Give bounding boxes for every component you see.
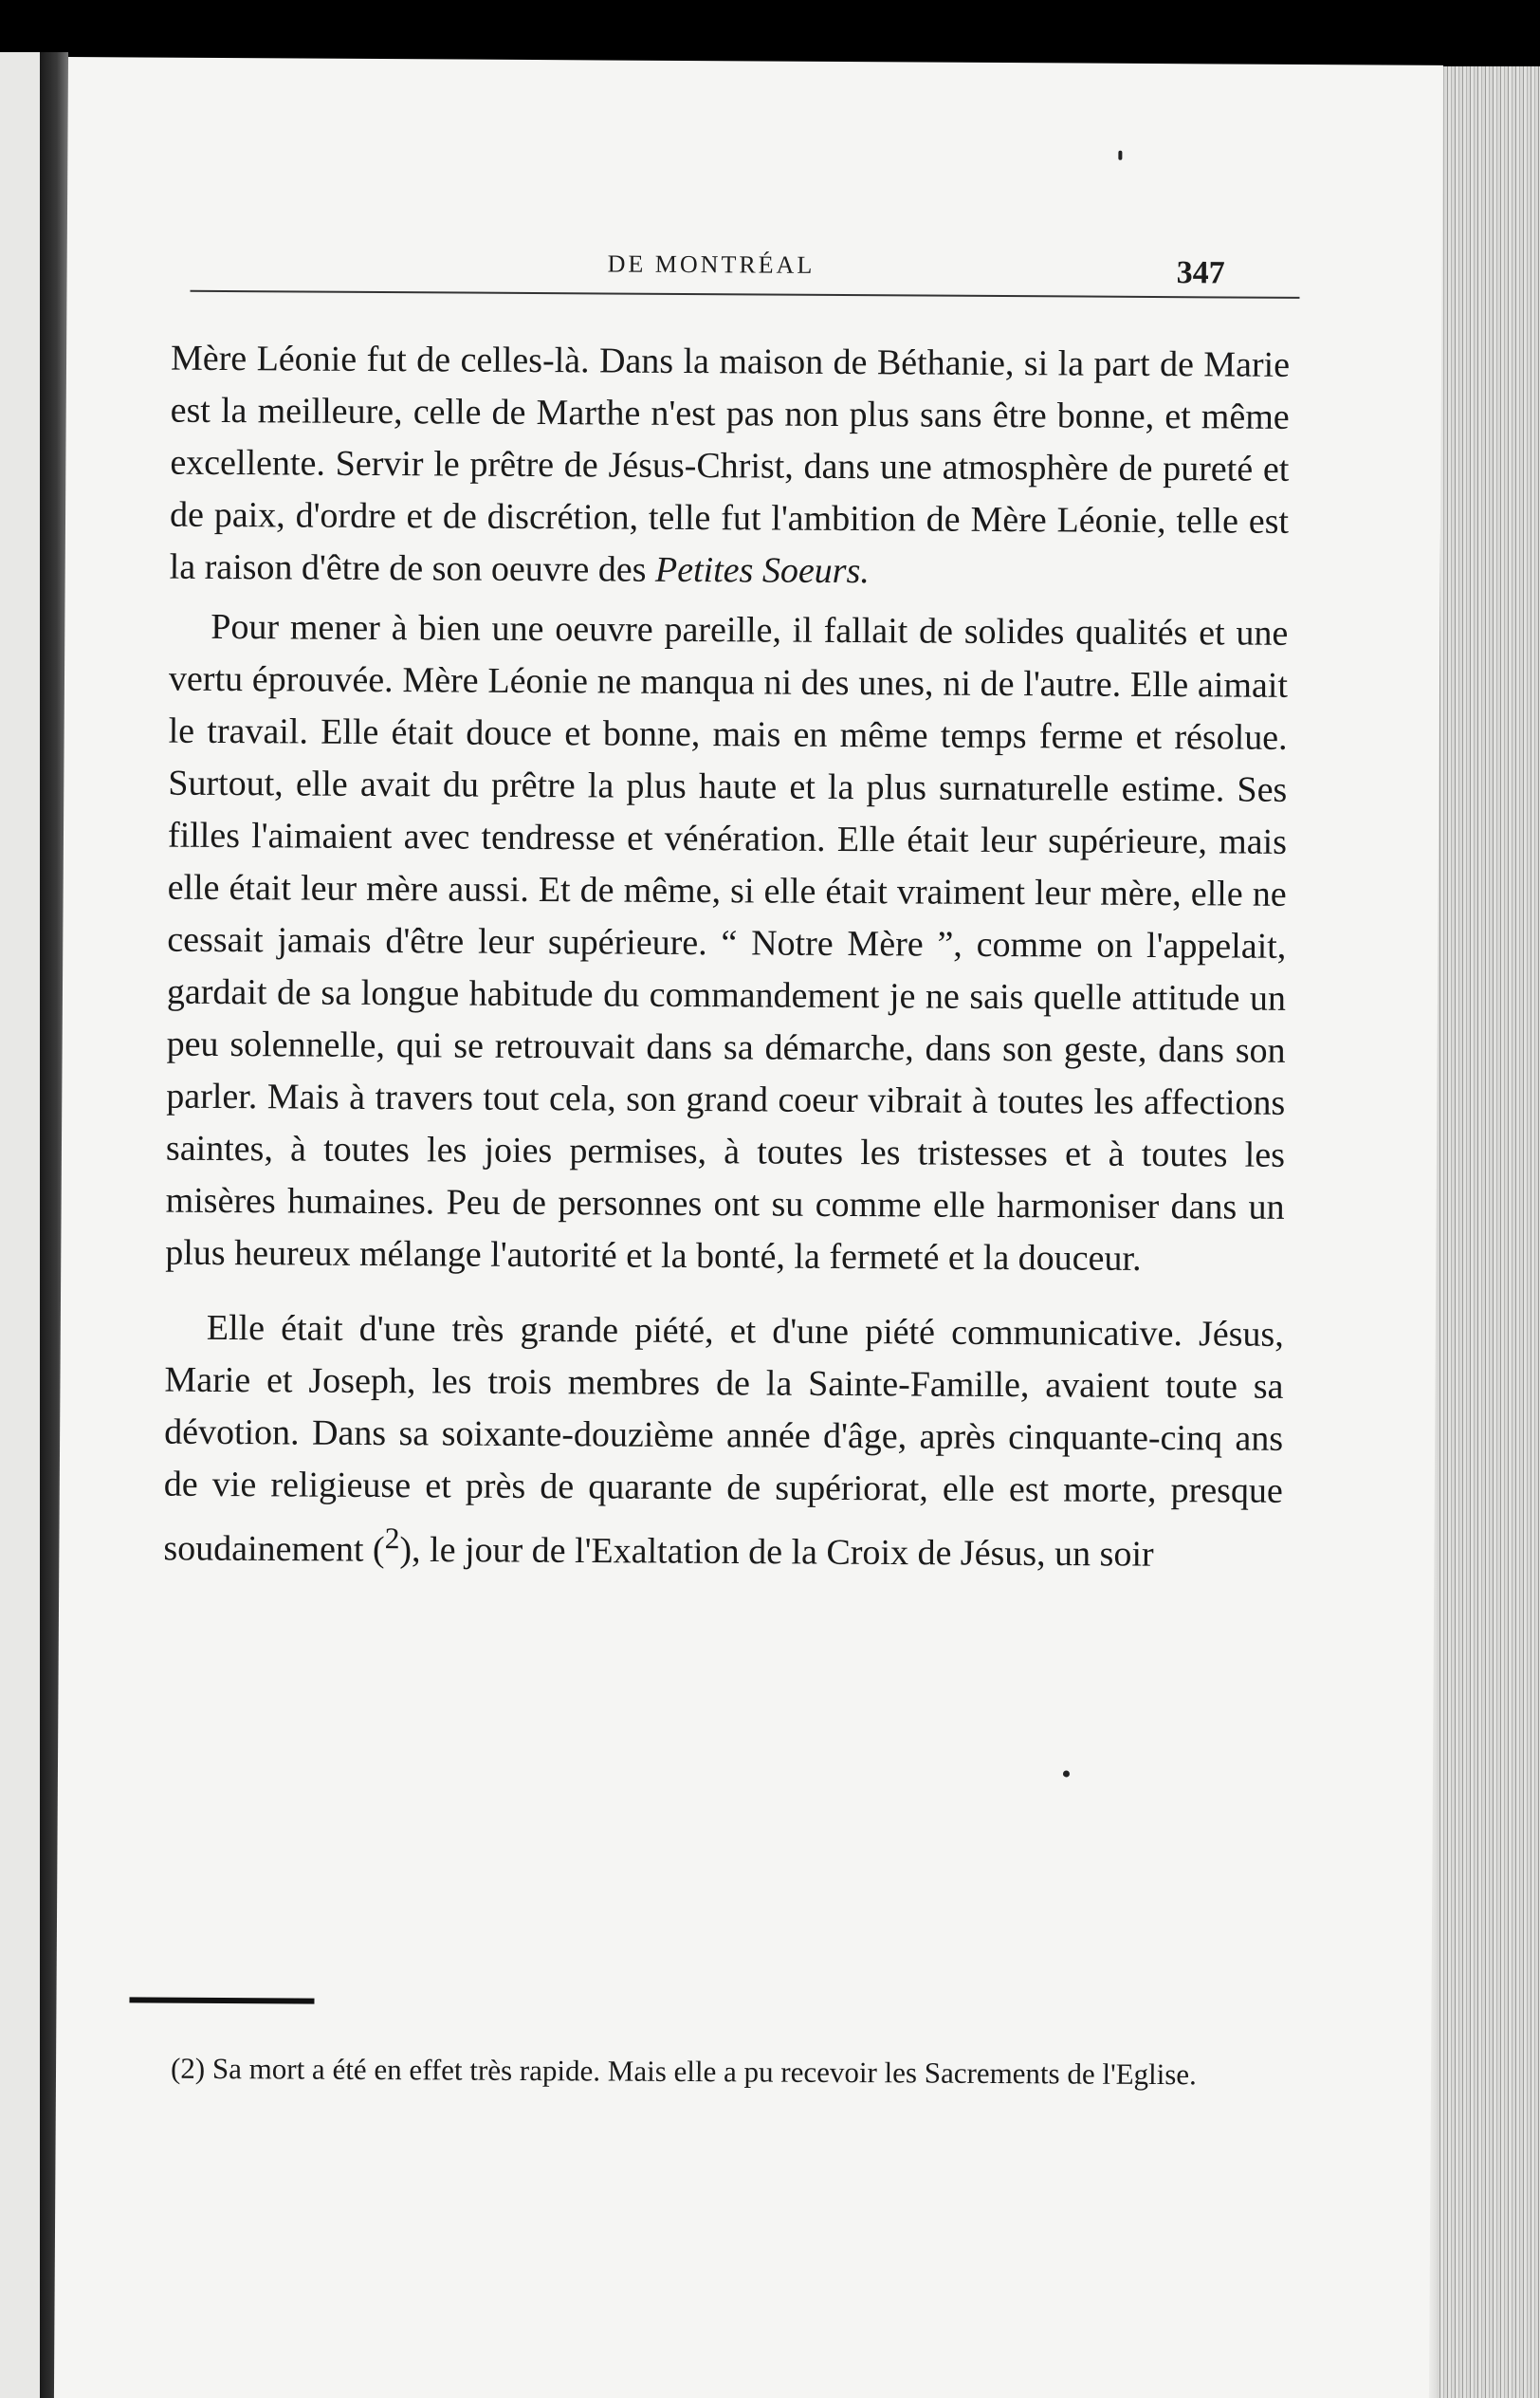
paragraph-2: Pour mener à bien une oeuvre pareille, il fallait de solides qualités et une vertu éprouvée. Mère Léonie ne manqua ni des unes, ni de l'autre. Elle aimait le travail. Elle était douce et bonne, mais en même temps ferme et résolue. Surtout, elle avait du prêtre la plus haute et la plus surnaturelle estime. Ses filles l'aimaient avec tendresse et vénération. Elle était leur supérieure, mais elle était leur mère aussi. Et de même, si elle était vraiment leur mère, elle ne cessait jamais d'être leur supérieure. “ Notre Mère ”, comme on l'appelait, gardait de sa longue habitude du commandement je ne sais quelle attitude un peu solennelle, qui se retrouvait dans sa démarche, dans son geste, dans son parler. Mais à travers tout cela, son grand coeur vibrait à toutes les affections saintes, à toutes les joies permises, à toutes les tristesses et à toutes les misères humaines. Peu de personnes ont su comme elle harmoniser dans un plus heureux mélange l'autorité et la bonté, la fermeté et la douceur. bbox=[165, 606, 1289, 1279]
page-number: 347 bbox=[1176, 255, 1225, 291]
paragraph-1 bbox=[170, 333, 1291, 600]
paragraph-3-text-b: ), le jour de l'Exaltation de la Croix de Jésus, un soir bbox=[399, 1529, 1154, 1575]
paragraph-3-text-a: Elle était d'une très grande piété, et d'une piété communicative. Jésus, Marie et Joseph, les trois membres de la Sainte-Famille, avaient toute sa dévotion. Dans sa soixante-douzième année d'âge, après cinquante-cinq ans de vie religieuse et près de quarante de supériorat, elle est morte, presque soudainement ( bbox=[163, 1307, 1284, 1570]
stacked-page-edges bbox=[1437, 66, 1540, 2398]
footnote-reference: 2 bbox=[384, 1522, 400, 1556]
running-head: DE MONTRÉAL bbox=[607, 249, 816, 279]
footnote-rule bbox=[129, 1997, 314, 2003]
paragraph-1-text: Mère Léonie fut de celles-là. Dans la maison de Béthanie, si la part de Marie est la meilleure, celle de Marthe n'est pas non plus sans être bonne, et même excellente. Servir le prêtre de Jésus-Christ, dans une atmosphère de pureté et de paix, d'ordre et de discrétion, telle fut l'ambition de Mère Léonie, telle est la raison d'être de son oeuvre des bbox=[169, 338, 1291, 590]
speck-mark bbox=[1063, 1770, 1070, 1777]
speck-mark bbox=[1118, 151, 1122, 160]
paragraph-1-italic: Petites Soeurs. bbox=[654, 549, 870, 592]
body-text bbox=[163, 333, 1290, 1582]
header-rule bbox=[190, 290, 1299, 299]
book-page bbox=[54, 57, 1443, 2398]
adjacent-page-edge bbox=[0, 52, 40, 2398]
footnote: (2) Sa mort a été en effet très rapide. Mais elle a pu recevoir les Sacrements de l'Eglise. bbox=[170, 2051, 1197, 2092]
paragraph-3 bbox=[163, 1302, 1284, 1582]
